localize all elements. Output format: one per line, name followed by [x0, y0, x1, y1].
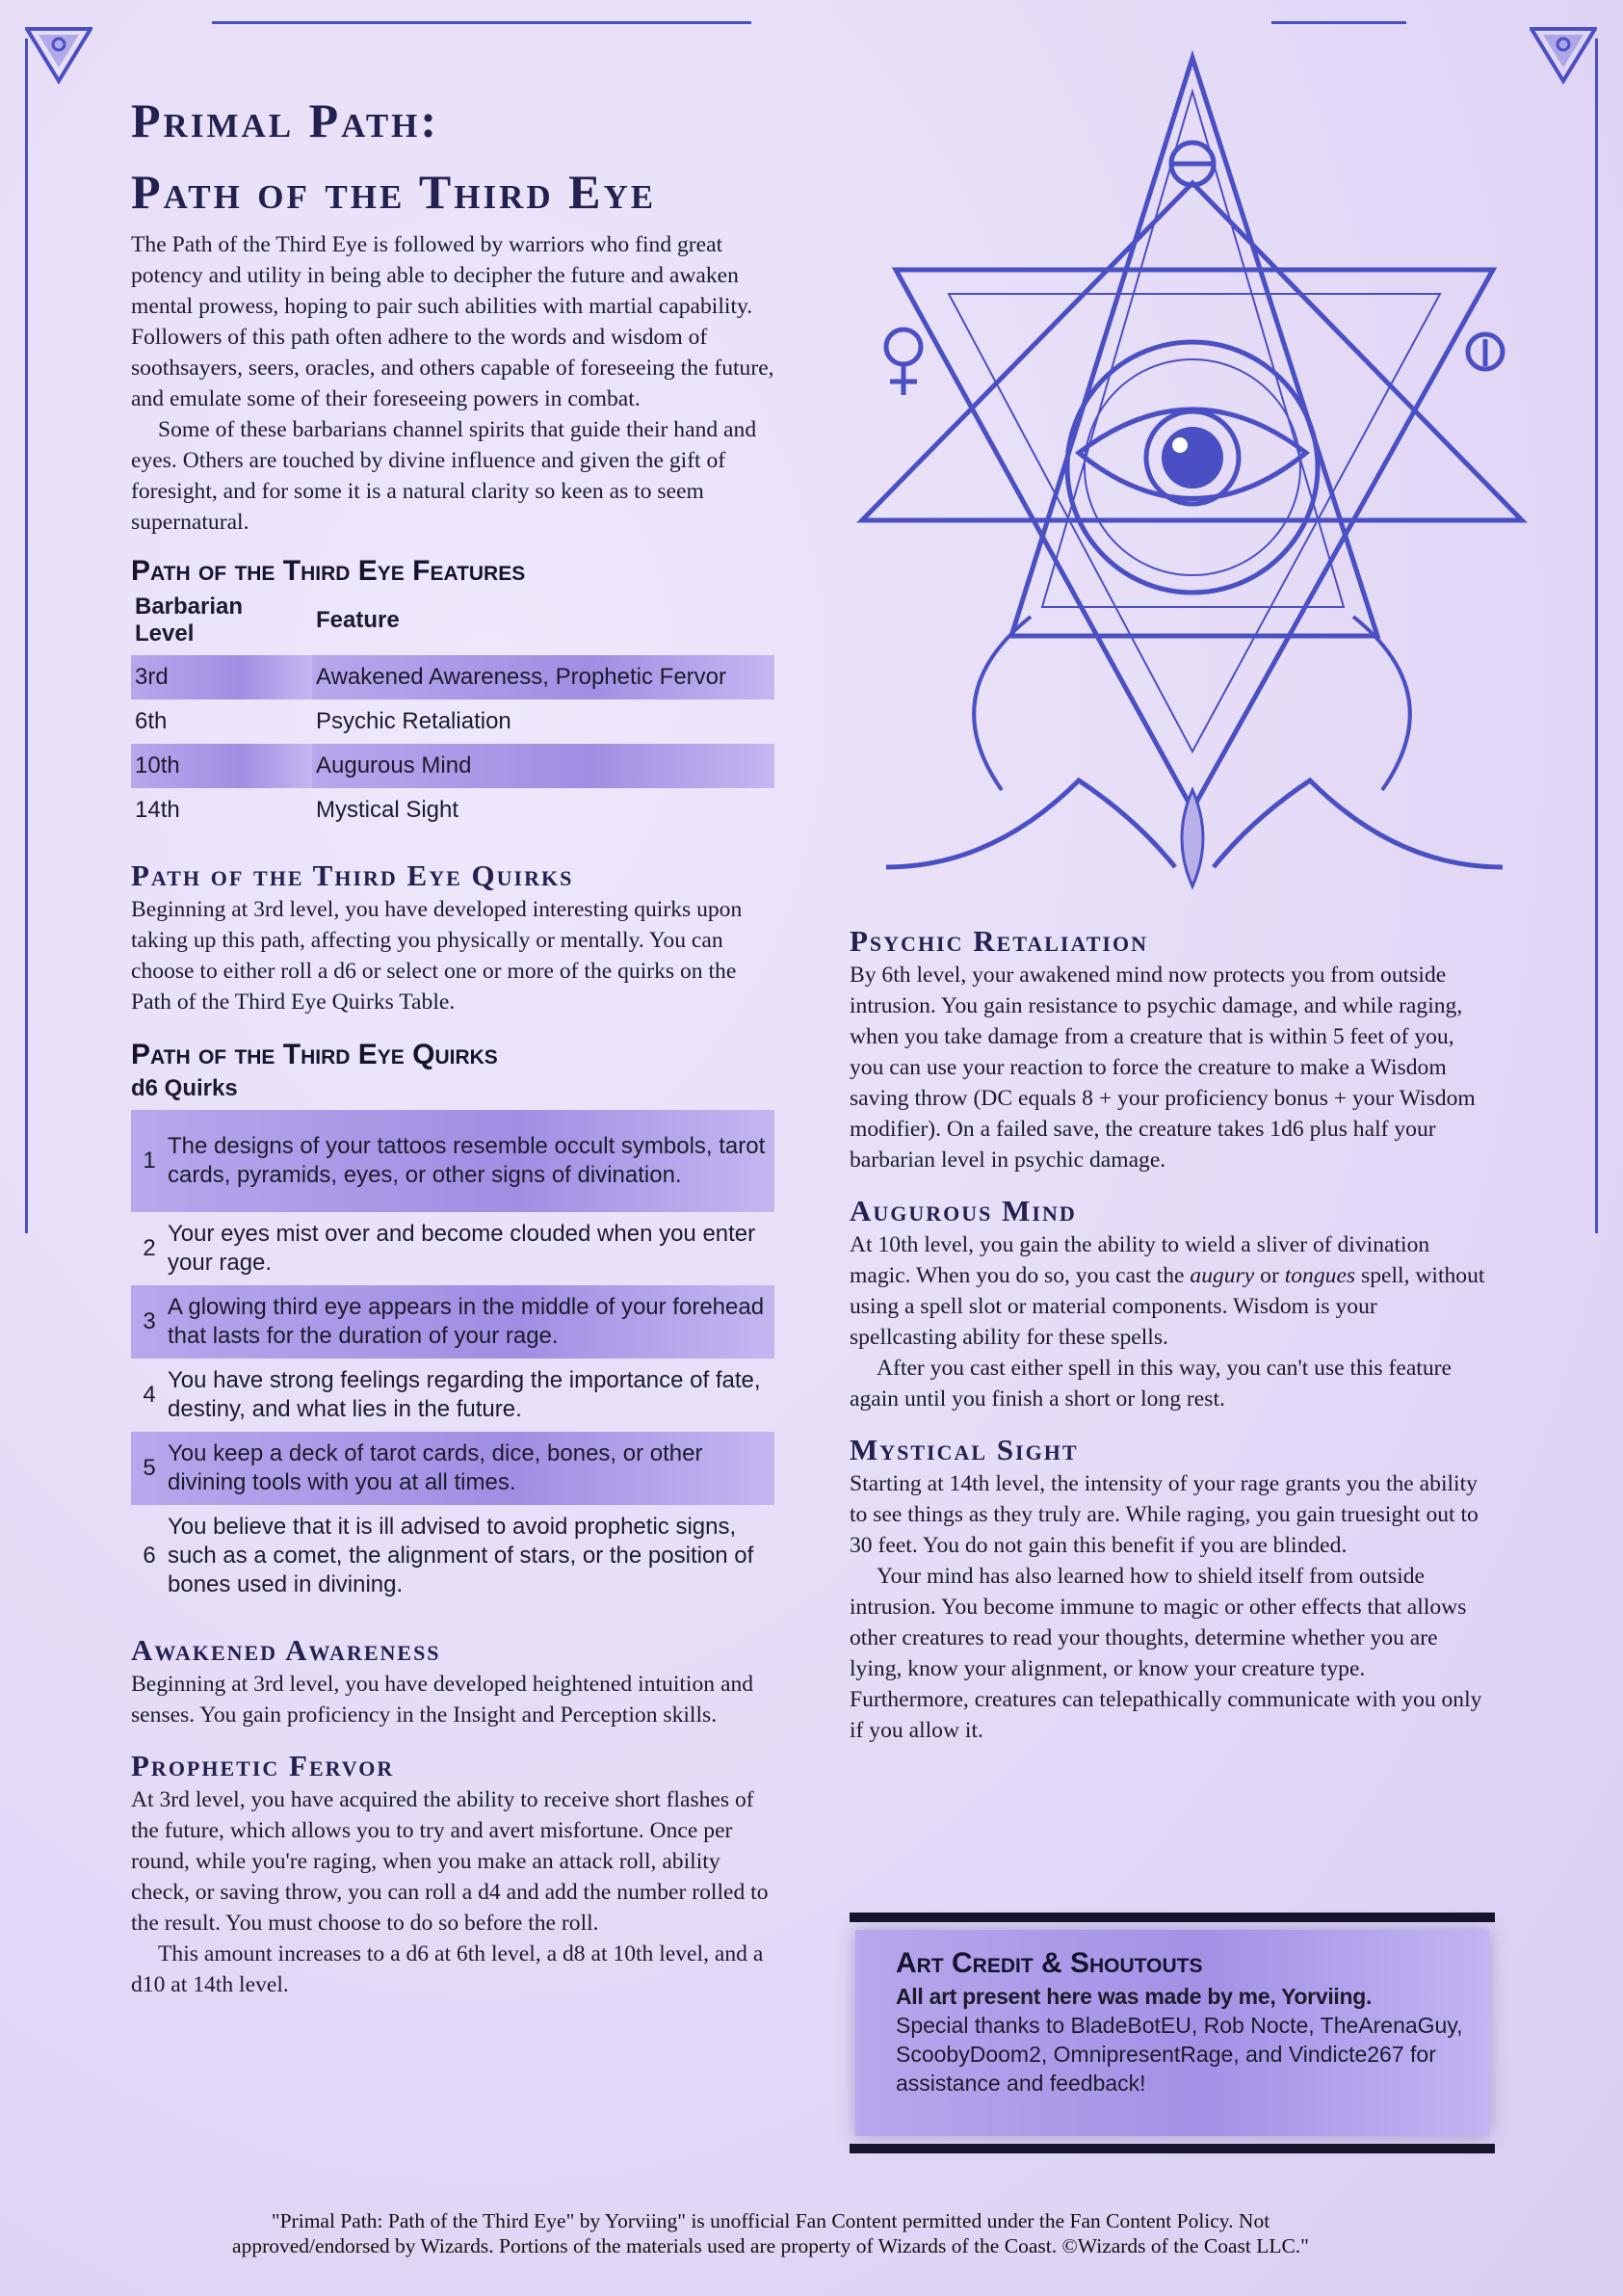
features-table-heading: Path of the Third Eye Features: [131, 555, 526, 587]
table-row: [131, 655, 774, 699]
quirk-number: 5: [143, 1455, 156, 1481]
spell-augury: augury: [1190, 1263, 1255, 1288]
quirks-table: [131, 1110, 774, 1607]
credit-bar-bottom: [850, 2144, 1495, 2153]
col-header-level: Barbarian Level: [135, 594, 244, 647]
intro-paragraph-2: Some of these barbarians channel spirits that guide their hand and eyes. Others are touched by divine influence and given the gift of foresight, and for some it is a natural clarity so keen as to seem supernatural.: [131, 417, 757, 535]
credit-bar-top: [850, 1913, 1495, 1922]
credit-panel: [855, 1930, 1489, 2136]
quirk-text: You believe that it is ill advised to avoid prophetic signs, such as a comet, the alignment of stars, or the position of bones used in divining.: [168, 1514, 754, 1597]
corner-eye-triangle-icon: [25, 25, 92, 85]
augurous-mind-text: [850, 1229, 1485, 1353]
quirk-number: 1: [143, 1148, 156, 1174]
psychic-retaliation-heading: Psychic Retaliation: [850, 924, 1148, 958]
table-row: [131, 1110, 774, 1212]
quirk-text: Your eyes mist over and become clouded when you enter your rage.: [168, 1221, 756, 1276]
mystical-sight-text: Starting at 14th level, the intensity of your rage grants you the ability to see things as they truly are. While raging, you gain truesight out to 30 feet. You do not gain this benefit if you are blinded.: [850, 1471, 1479, 1558]
prophetic-fervor-text-2: This amount increases to a d6 at 6th level, a d8 at 10th level, and a d10 at 14th level.: [131, 1941, 764, 1997]
page-title-line2: Path of the Third Eye: [131, 165, 657, 219]
quirk-number: 4: [143, 1382, 156, 1408]
prophetic-fervor-text: At 3rd level, you have acquired the ability to receive short flashes of the future, which allows you to try and avert misfortune. Once per round, while you're raging, when you make an attack roll, ability check, or saving throw, you can roll a d4 and add the number rolled to the result. You must choose to do so before the roll.: [131, 1787, 769, 1936]
table-row: [131, 788, 774, 832]
level-cell: 14th: [135, 797, 180, 823]
feature-cell: Mystical Sight: [316, 797, 459, 823]
level-cell: 6th: [135, 708, 168, 734]
table-row: [131, 699, 774, 744]
spell-tongues: tongues: [1284, 1263, 1356, 1288]
third-eye-hexagram-illustration: [790, 19, 1580, 915]
intro-paragraph: The Path of the Third Eye is followed by warriors who find great potency and utility in being able to decipher the future and awaken mental prowess, hoping to pair such abilities with martial capability. Followers of this path often adhere to the words and wisdom of soothsayers, seers, oracles, and others capable of foreseeing the future, and emulate some of their foreseeing powers in combat.: [131, 232, 774, 411]
level-cell: 3rd: [131, 655, 312, 699]
quirk-number: 3: [143, 1308, 156, 1334]
table-row: [131, 1285, 774, 1359]
table-row: [131, 1212, 774, 1285]
quirk-text: A glowing third eye appears in the middle of your forehead that lasts for the duration of your rage.: [168, 1294, 765, 1349]
quirks-heading: Path of the Third Eye Quirks: [131, 858, 574, 892]
mystical-sight-text-2: Your mind has also learned how to shield itself from outside intrusion. You become immune to magic or other effects that allows other creatures to read your thoughts, determine whether you are lying, know your alignment, or know your creature type. Furthermore, creatures can telepathically communicate with you only if you allow it.: [850, 1564, 1482, 1743]
quirk-text: You have strong feelings regarding the importance of fate, destiny, and what lies in the future.: [168, 1367, 761, 1422]
prophetic-fervor-heading: Prophetic Fervor: [131, 1749, 395, 1782]
quirks-paragraph: Beginning at 3rd level, you have developed interesting quirks upon taking up this path, affecting you physically or mentally. You can choose to either roll a d6 or select one or more of the quirks on the Path of the Third Eye Quirks Table.: [131, 897, 743, 1015]
augurous-mind-heading: Augurous Mind: [850, 1194, 1077, 1227]
feature-cell: Augurous Mind: [312, 744, 774, 788]
footer-line-2: approved/endorsed by Wizards. Portions of the materials used are property of Wizards of the Coast. ©Wizards of the Coast LLC.": [232, 2234, 1309, 2257]
table-row: [131, 1505, 774, 1607]
awakened-awareness-heading: Awakened Awareness: [131, 1633, 441, 1667]
table-row: [131, 1432, 774, 1505]
col-header-feature: Feature: [316, 607, 400, 633]
credit-heading: Art Credit & Shoutouts: [896, 1947, 1203, 1979]
level-cell: 10th: [131, 744, 312, 788]
feature-cell: Psychic Retaliation: [316, 708, 511, 734]
quirk-number: 2: [143, 1235, 156, 1261]
text-span: or: [1254, 1263, 1285, 1288]
left-column: [131, 85, 774, 2000]
credit-bold-line: All art present here was made by me, Yorviing.: [896, 1984, 1373, 2009]
feature-cell: Awakened Awareness, Prophetic Fervor: [312, 655, 774, 699]
mystical-sight-heading: Mystical Sight: [850, 1433, 1079, 1466]
quirks-table-heading: Path of the Third Eye Quirks: [131, 1039, 498, 1070]
credit-text: Special thanks to BladeBotEU, Rob Nocte, TheArenaGuy, ScoobyDoom2, OmnipresentRage, and Vindicte267 for assistance and feedback!: [896, 2013, 1463, 2096]
text-span: At 10th level, you gain the ability to wield a sliver of divination magic. When you do so, you cast the: [850, 1232, 1430, 1288]
credit-box: [850, 1913, 1495, 2153]
features-table: [131, 590, 774, 832]
table-row: [131, 744, 774, 788]
quirks-col-header: d6 Quirks: [131, 1075, 238, 1101]
psychic-retaliation-text: By 6th level, your awakened mind now protects you from outside intrusion. You gain resistance to psychic damage, and while raging, when you take damage from a creature that is within 5 feet of you, you can use your reaction to force the creature to make a Wisdom saving throw (DC equals 8 + your proficiency bonus + your Wisdom modifier). On a failed save, the creature takes 1d6 plus half your barbarian level in psychic damage.: [850, 963, 1476, 1173]
awakened-awareness-text: Beginning at 3rd level, you have developed heightened intuition and senses. You gain proficiency in the Insight and Perception skills.: [131, 1672, 754, 1728]
feather-icon: [1182, 790, 1203, 886]
table-row: [131, 1359, 774, 1432]
frame-left-line: [25, 39, 28, 1233]
frame-top-line: [212, 21, 751, 24]
quirk-number: 6: [143, 1543, 156, 1569]
augurous-mind-text-2: After you cast either spell in this way, you can't use this feature again until you finish a short or long rest.: [850, 1356, 1452, 1412]
legal-footer: [96, 2208, 1445, 2258]
quirk-text: You keep a deck of tarot cards, dice, bones, or other divining tools with you at all times.: [168, 1440, 703, 1495]
right-column: [850, 923, 1485, 1746]
frame-right-line: [1595, 39, 1598, 1233]
text-span: spell, without using a spell slot or material components. Wisdom is your spellcasting ability for these spells.: [850, 1263, 1485, 1350]
quirk-text: The designs of your tattoos resemble occult symbols, tarot cards, pyramids, eyes, or other signs of divination.: [168, 1133, 766, 1188]
page-title-line1: Primal Path:: [131, 93, 440, 147]
footer-line-1: "Primal Path: Path of the Third Eye" by Yorviing" is unofficial Fan Content permitted under the Fan Content Policy. Not: [271, 2209, 1270, 2232]
